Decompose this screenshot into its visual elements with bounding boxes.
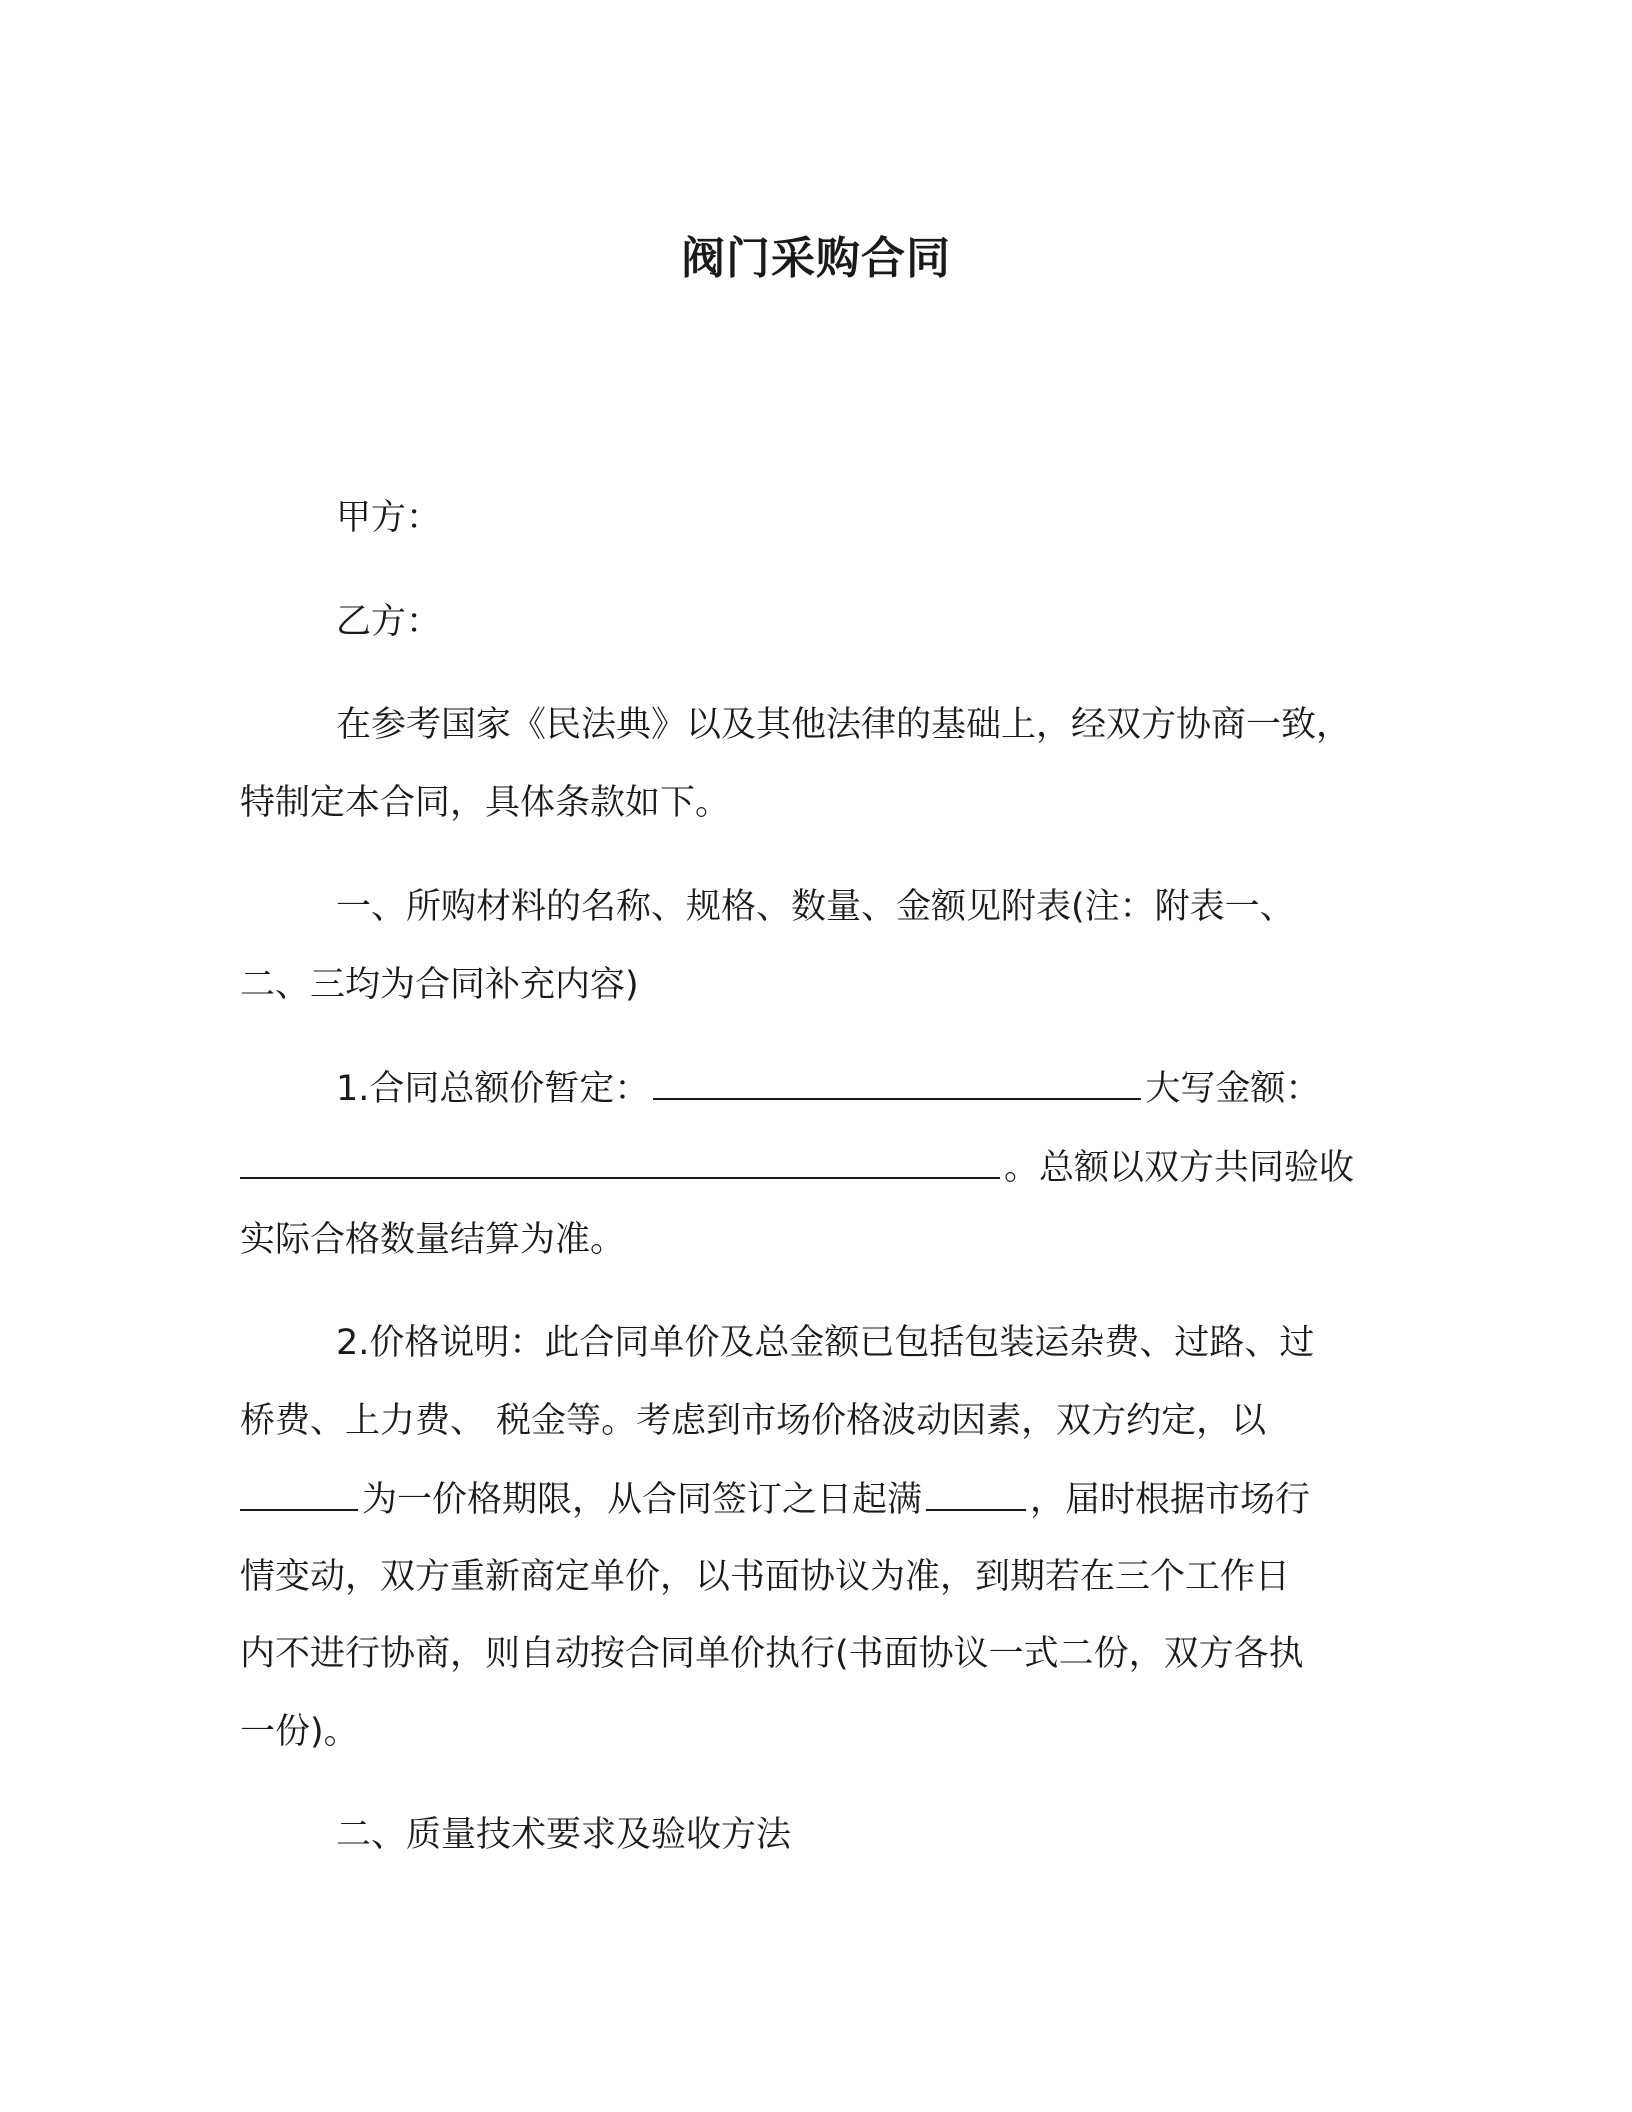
clause2-line-2: 桥费、上力费、 税金等。考虑到市场价格波动因素，双方约定，以 — [240, 1401, 1267, 1441]
clause2-line-5: 内不进行协商，则自动按合同单价执行(书面协议一式二份，双方各执 — [240, 1634, 1304, 1674]
section2-heading: 二、质量技术要求及验收方法 — [336, 1815, 792, 1855]
party-a-label: 甲方： — [336, 498, 442, 538]
clause1-after-blank: 。总额以双方共同验收 — [1004, 1148, 1355, 1188]
clause2-line-6: 一份)。 — [240, 1712, 359, 1752]
clause2-line-3 — [240, 1475, 1310, 1524]
clause2-line-3-mid: 为一价格期限，从合同签订之日起满 — [362, 1480, 923, 1520]
clause1-line-1 — [336, 1064, 1320, 1113]
clause2-line-4: 情变动，双方重新商定单价，以书面协议为准，到期若在三个工作日 — [240, 1557, 1291, 1597]
party-b-label: 乙方： — [336, 602, 442, 642]
clause2-line-3-end: ，届时根据市场行 — [1030, 1480, 1311, 1520]
clause2-line-1: 2.价格说明：此合同单价及总金额已包括包装运杂费、过路、过 — [336, 1323, 1315, 1363]
capital-amount-blank[interactable] — [240, 1143, 1000, 1179]
clause1-line-3: 实际合格数量结算为准。 — [240, 1220, 626, 1260]
price-period-blank[interactable] — [240, 1475, 358, 1511]
clause1-capital-label: 大写金额： — [1145, 1069, 1321, 1109]
total-amount-blank[interactable] — [653, 1064, 1141, 1100]
intro-line-1: 在参考国家《民法典》以及其他法律的基础上，经双方协商一致， — [336, 705, 1352, 745]
document-title: 阀门采购合同 — [681, 233, 951, 284]
clause1-total-label: 1.合同总额价暂定： — [336, 1069, 650, 1109]
clause1-line-2 — [240, 1143, 1354, 1192]
expiry-blank[interactable] — [926, 1475, 1026, 1511]
intro-line-2: 特制定本合同，具体条款如下。 — [240, 783, 731, 823]
section1-heading-line-2: 二、三均为合同补充内容) — [240, 965, 639, 1005]
section1-heading-line-1: 一、所购材料的名称、规格、数量、金额见附表(注：附表一、 — [336, 887, 1295, 927]
